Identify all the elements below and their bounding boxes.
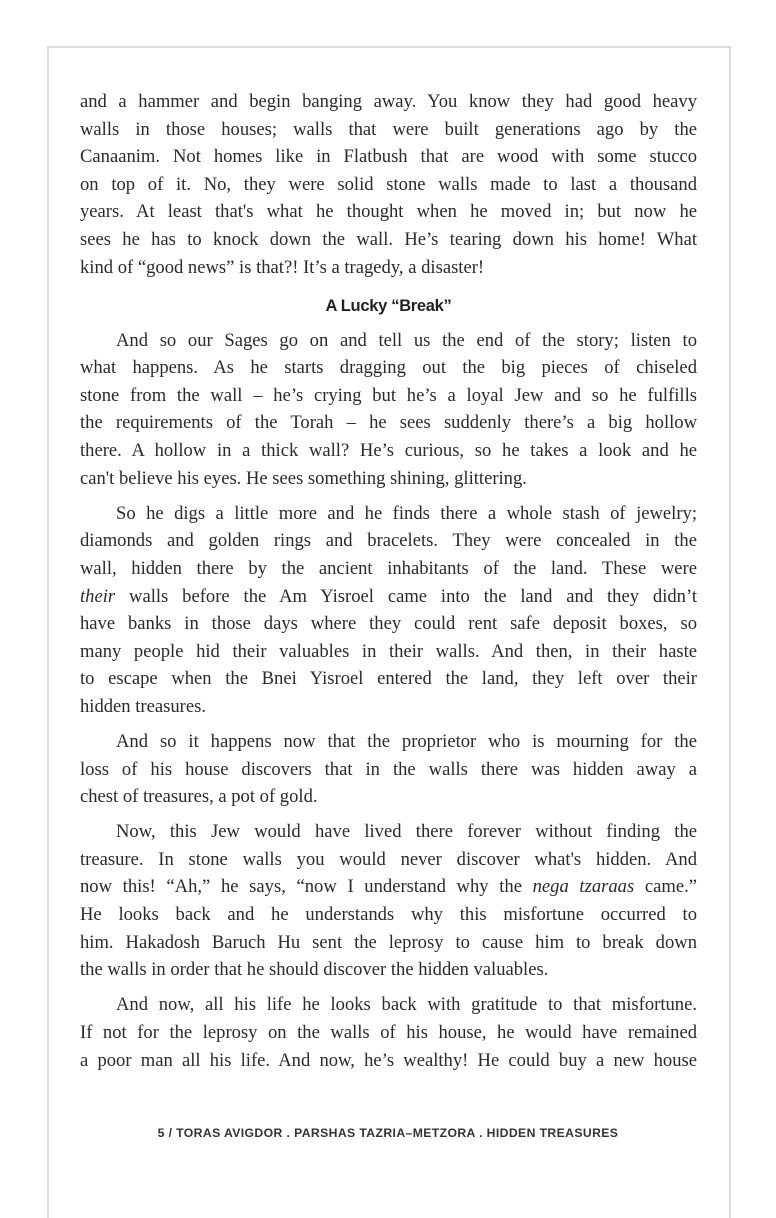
text-segment: And so it happens now that the proprietor who is mourning for the — [116, 730, 697, 752]
text-line — [80, 693, 697, 721]
text-line — [80, 437, 697, 465]
text-segment: treasure. In stone walls you would never discover what's hidden. And — [80, 848, 697, 870]
text-line — [80, 143, 697, 171]
paragraph — [80, 728, 697, 811]
text-line — [80, 638, 697, 666]
text-segment: If not for the leprosy on the walls of his house, he would have remained — [80, 1021, 697, 1043]
text-segment: hidden treasures. — [80, 695, 206, 717]
text-segment: and a hammer and begin banging away. You know they had good heavy — [80, 91, 697, 112]
text-segment: came.” — [634, 876, 697, 898]
text-segment: on top of it. No, they were solid stone walls made to last a thousand — [80, 173, 697, 195]
paragraph — [80, 327, 697, 493]
text-line — [80, 171, 697, 199]
italic-text: nega tzaraas — [532, 876, 635, 898]
text-segment: And so our Sages go on and tell us the end of the story; listen to — [116, 329, 697, 351]
text-line — [80, 728, 697, 756]
text-segment: wall, hidden there by the ancient inhabitants of the land. These were — [80, 557, 697, 579]
text-segment: He looks back and he understands why this misfortune occurred to — [80, 904, 697, 926]
text-line — [80, 991, 697, 1019]
text-segment: can't believe his eyes. He sees something shining, glittering. — [80, 467, 527, 489]
text-segment: what happens. As he starts dragging out the big pieces of chiseled — [80, 357, 697, 379]
text-segment: years. At least that's what he thought when he moved in; but now he — [80, 201, 697, 223]
text-segment: diamonds and golden rings and bracelets. They were concealed in the — [80, 530, 697, 552]
text-line — [80, 226, 697, 254]
text-line — [80, 610, 697, 638]
text-line — [80, 956, 697, 984]
section-heading: A Lucky “Break” — [325, 296, 452, 315]
text-line — [80, 527, 697, 555]
text-segment: chest of treasures, a pot of gold. — [80, 786, 318, 808]
text-line — [80, 465, 697, 493]
text-segment: Canaanim. Not homes like in Flatbush that are wood with some stucco — [80, 146, 697, 168]
text-line — [80, 354, 697, 382]
page-body — [80, 88, 697, 1082]
text-line — [80, 254, 697, 282]
italic-text: their — [80, 585, 116, 607]
text-line — [80, 818, 697, 846]
text-line — [80, 555, 697, 583]
text-after-heading — [80, 327, 697, 1074]
text-line — [80, 665, 697, 693]
text-segment: the walls in order that he should discover the hidden valuables. — [80, 959, 549, 981]
text-line — [80, 327, 697, 355]
text-line — [80, 88, 697, 116]
text-segment: And now, all his life he looks back with gratitude to that misfortune. — [116, 994, 697, 1016]
text-line — [80, 756, 697, 784]
text-segment: So he digs a little more and he finds there a whole stash of jewelry; — [116, 502, 697, 524]
text-segment: stone from the wall – he’s crying but he’s a loyal Jew and so he fulfills — [80, 384, 697, 406]
page-footer: 5 / TORAS AVIGDOR . PARSHAS TAZRIA–METZORA . HIDDEN TREASURES — [157, 1126, 619, 1140]
text-line — [80, 198, 697, 226]
text-line — [80, 1047, 697, 1075]
text-segment: many people hid their valuables in their walls. And then, in their haste — [80, 640, 697, 662]
text-line — [80, 382, 697, 410]
text-line — [80, 116, 697, 144]
text-line — [80, 873, 697, 901]
text-line — [80, 409, 697, 437]
text-before-heading — [80, 88, 697, 281]
text-line — [80, 929, 697, 957]
text-segment: walls in those houses; walls that were built generations ago by the — [80, 118, 697, 140]
text-segment: there. A hollow in a thick wall? He’s curious, so he takes a look and he — [80, 440, 697, 462]
text-segment: kind of “good news” is that?! It’s a tragedy, a disaster! — [80, 256, 485, 278]
text-segment: now this! “Ah,” he says, “now I understand why the — [80, 876, 533, 898]
text-line — [80, 1019, 697, 1047]
text-segment: a poor man all his life. And now, he’s wealthy! He could buy a new house — [80, 1049, 697, 1071]
text-segment: loss of his house discovers that in the walls there was hidden away a — [80, 758, 697, 780]
paragraph — [80, 991, 697, 1074]
text-line — [80, 901, 697, 929]
text-segment: sees he has to knock down the wall. He’s tearing down his home! What — [80, 228, 697, 250]
paragraph — [80, 818, 697, 984]
text-segment: walls before the Am Yisroel came into the land and they didn’t — [115, 585, 697, 607]
text-line — [80, 783, 697, 811]
text-segment: have banks in those days where they could rent safe deposit boxes, so — [80, 613, 697, 635]
text-line — [80, 500, 697, 528]
text-segment: Now, this Jew would have lived there forever without finding the — [116, 821, 697, 843]
text-line — [80, 583, 697, 611]
text-line — [80, 846, 697, 874]
paragraph — [80, 88, 697, 281]
text-segment: to escape when the Bnei Yisroel entered the land, they left over their — [80, 668, 697, 690]
paragraph — [80, 500, 697, 721]
text-segment: him. Hakadosh Baruch Hu sent the leprosy to cause him to break down — [80, 931, 697, 953]
text-segment: the requirements of the Torah – he sees suddenly there’s a big hollow — [80, 412, 697, 434]
